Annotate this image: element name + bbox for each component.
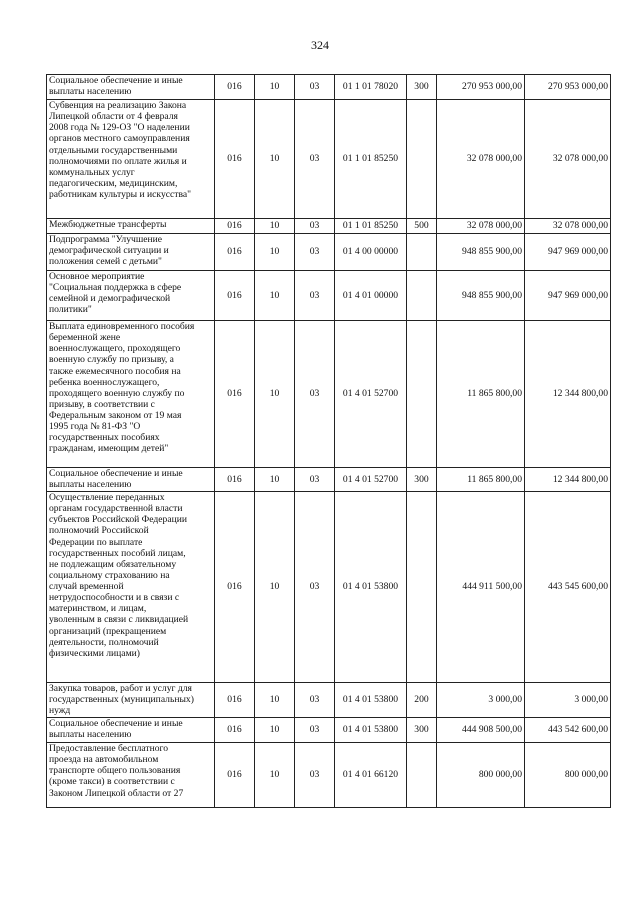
cell-target-item: 01 4 01 00000 bbox=[335, 271, 407, 321]
cell-amount-year2: 443 545 600,00 bbox=[525, 492, 611, 683]
cell-section: 10 bbox=[255, 271, 295, 321]
cell-target-item: 01 4 01 53800 bbox=[335, 492, 407, 683]
table-row bbox=[47, 743, 611, 808]
cell-amount-year2: 947 969 000,00 bbox=[525, 271, 611, 321]
cell-section: 10 bbox=[255, 75, 295, 100]
cell-amount-year1: 444 911 500,00 bbox=[437, 492, 525, 683]
cell-description: Основное мероприятие "Социальная поддержка в сфере семейной и демографической политики" bbox=[47, 271, 215, 321]
cell-amount-year2: 32 078 000,00 bbox=[525, 100, 611, 219]
cell-subsection: 03 bbox=[295, 219, 335, 234]
cell-description: Выплата единовременного пособия беременной жене военнослужащего, проходящего военную службу по призыву, а также ежемесячного пособия на ребенка военнослужащего, проходящего военную службу по призыву, в соответствии с Федеральным законом от 19 мая 1995 года № 81-ФЗ "О государственных пособиях гражданам, имеющим детей" bbox=[47, 321, 215, 468]
cell-amount-year1: 800 000,00 bbox=[437, 743, 525, 808]
cell-subsection: 03 bbox=[295, 271, 335, 321]
cell-subsection: 03 bbox=[295, 75, 335, 100]
cell-ministry-code: 016 bbox=[215, 683, 255, 718]
cell-ministry-code: 016 bbox=[215, 234, 255, 271]
cell-amount-year1: 11 865 800,00 bbox=[437, 321, 525, 468]
cell-subsection: 03 bbox=[295, 743, 335, 808]
cell-amount-year2: 12 344 800,00 bbox=[525, 321, 611, 468]
cell-expense-type bbox=[407, 492, 437, 683]
cell-amount-year1: 444 908 500,00 bbox=[437, 718, 525, 743]
table-row bbox=[47, 683, 611, 718]
cell-target-item: 01 1 01 85250 bbox=[335, 100, 407, 219]
cell-subsection: 03 bbox=[295, 468, 335, 492]
cell-amount-year2: 443 542 600,00 bbox=[525, 718, 611, 743]
cell-amount-year1: 948 855 900,00 bbox=[437, 271, 525, 321]
cell-description: Закупка товаров, работ и услуг для государственных (муниципальных) нужд bbox=[47, 683, 215, 718]
cell-description: Социальное обеспечение и иные выплаты населению bbox=[47, 468, 215, 492]
table-row bbox=[47, 100, 611, 219]
cell-amount-year2: 947 969 000,00 bbox=[525, 234, 611, 271]
cell-description: Предоставление бесплатного проезда на автомобильном транспорте общего пользования (кроме такси) в соответствии с Законом Липецкой области от 27 bbox=[47, 743, 215, 808]
cell-target-item: 01 4 00 00000 bbox=[335, 234, 407, 271]
cell-expense-type: 300 bbox=[407, 75, 437, 100]
cell-amount-year1: 11 865 800,00 bbox=[437, 468, 525, 492]
cell-amount-year2: 800 000,00 bbox=[525, 743, 611, 808]
cell-subsection: 03 bbox=[295, 683, 335, 718]
table-row bbox=[47, 468, 611, 492]
cell-target-item: 01 4 01 52700 bbox=[335, 468, 407, 492]
cell-subsection: 03 bbox=[295, 321, 335, 468]
cell-ministry-code: 016 bbox=[215, 100, 255, 219]
table-row bbox=[47, 271, 611, 321]
cell-ministry-code: 016 bbox=[215, 743, 255, 808]
cell-section: 10 bbox=[255, 743, 295, 808]
table-row bbox=[47, 219, 611, 234]
cell-subsection: 03 bbox=[295, 718, 335, 743]
cell-target-item: 01 1 01 85250 bbox=[335, 219, 407, 234]
table-row bbox=[47, 321, 611, 468]
budget-table bbox=[46, 74, 611, 808]
cell-amount-year1: 32 078 000,00 bbox=[437, 219, 525, 234]
cell-subsection: 03 bbox=[295, 234, 335, 271]
cell-expense-type bbox=[407, 743, 437, 808]
cell-target-item: 01 4 01 52700 bbox=[335, 321, 407, 468]
cell-ministry-code: 016 bbox=[215, 468, 255, 492]
cell-description: Осуществление переданных органам государственной власти субъектов Российской Федерации полномочий Российской Федерации по выплате государственных пособий лицам, не подлежащим обязательному социальному страхованию на случай временной нетрудоспособности и в связи с материнством, и лицам, уволенным в связи с ликвидацией организаций (прекращением деятельности, полномочий физическими лицами) bbox=[47, 492, 215, 683]
cell-section: 10 bbox=[255, 100, 295, 219]
cell-ministry-code: 016 bbox=[215, 219, 255, 234]
cell-amount-year2: 32 078 000,00 bbox=[525, 219, 611, 234]
cell-amount-year1: 3 000,00 bbox=[437, 683, 525, 718]
cell-section: 10 bbox=[255, 321, 295, 468]
cell-ministry-code: 016 bbox=[215, 718, 255, 743]
cell-section: 10 bbox=[255, 683, 295, 718]
cell-description: Межбюджетные трансферты bbox=[47, 219, 215, 234]
cell-description: Социальное обеспечение и иные выплаты населению bbox=[47, 718, 215, 743]
cell-amount-year1: 32 078 000,00 bbox=[437, 100, 525, 219]
page-number: 324 bbox=[311, 38, 329, 52]
cell-section: 10 bbox=[255, 718, 295, 743]
cell-description: Подпрограмма "Улучшение демографической ситуации и положения семей с детьми" bbox=[47, 234, 215, 271]
table-row bbox=[47, 492, 611, 683]
cell-ministry-code: 016 bbox=[215, 492, 255, 683]
cell-expense-type bbox=[407, 234, 437, 271]
cell-expense-type: 500 bbox=[407, 219, 437, 234]
cell-expense-type: 200 bbox=[407, 683, 437, 718]
cell-section: 10 bbox=[255, 219, 295, 234]
cell-expense-type bbox=[407, 271, 437, 321]
cell-subsection: 03 bbox=[295, 492, 335, 683]
cell-expense-type: 300 bbox=[407, 468, 437, 492]
cell-target-item: 01 4 01 53800 bbox=[335, 718, 407, 743]
cell-amount-year1: 270 953 000,00 bbox=[437, 75, 525, 100]
table-row bbox=[47, 718, 611, 743]
cell-expense-type bbox=[407, 321, 437, 468]
cell-expense-type: 300 bbox=[407, 718, 437, 743]
table-row bbox=[47, 75, 611, 100]
cell-description: Социальное обеспечение и иные выплаты населению bbox=[47, 75, 215, 100]
cell-amount-year2: 270 953 000,00 bbox=[525, 75, 611, 100]
cell-subsection: 03 bbox=[295, 100, 335, 219]
cell-section: 10 bbox=[255, 468, 295, 492]
table-row bbox=[47, 234, 611, 271]
cell-amount-year2: 3 000,00 bbox=[525, 683, 611, 718]
cell-section: 10 bbox=[255, 492, 295, 683]
cell-expense-type bbox=[407, 100, 437, 219]
cell-target-item: 01 4 01 66120 bbox=[335, 743, 407, 808]
cell-ministry-code: 016 bbox=[215, 271, 255, 321]
cell-section: 10 bbox=[255, 234, 295, 271]
cell-ministry-code: 016 bbox=[215, 321, 255, 468]
cell-amount-year1: 948 855 900,00 bbox=[437, 234, 525, 271]
cell-target-item: 01 4 01 53800 bbox=[335, 683, 407, 718]
cell-target-item: 01 1 01 78020 bbox=[335, 75, 407, 100]
cell-description: Субвенция на реализацию Закона Липецкой области от 4 февраля 2008 года № 129-ОЗ "О наделении органов местного самоуправления отдельными государственными полномочиями по оплате жилья и коммунальных услуг педагогическим, медицинским, работникам культуры и искусства" bbox=[47, 100, 215, 219]
cell-ministry-code: 016 bbox=[215, 75, 255, 100]
cell-amount-year2: 12 344 800,00 bbox=[525, 468, 611, 492]
